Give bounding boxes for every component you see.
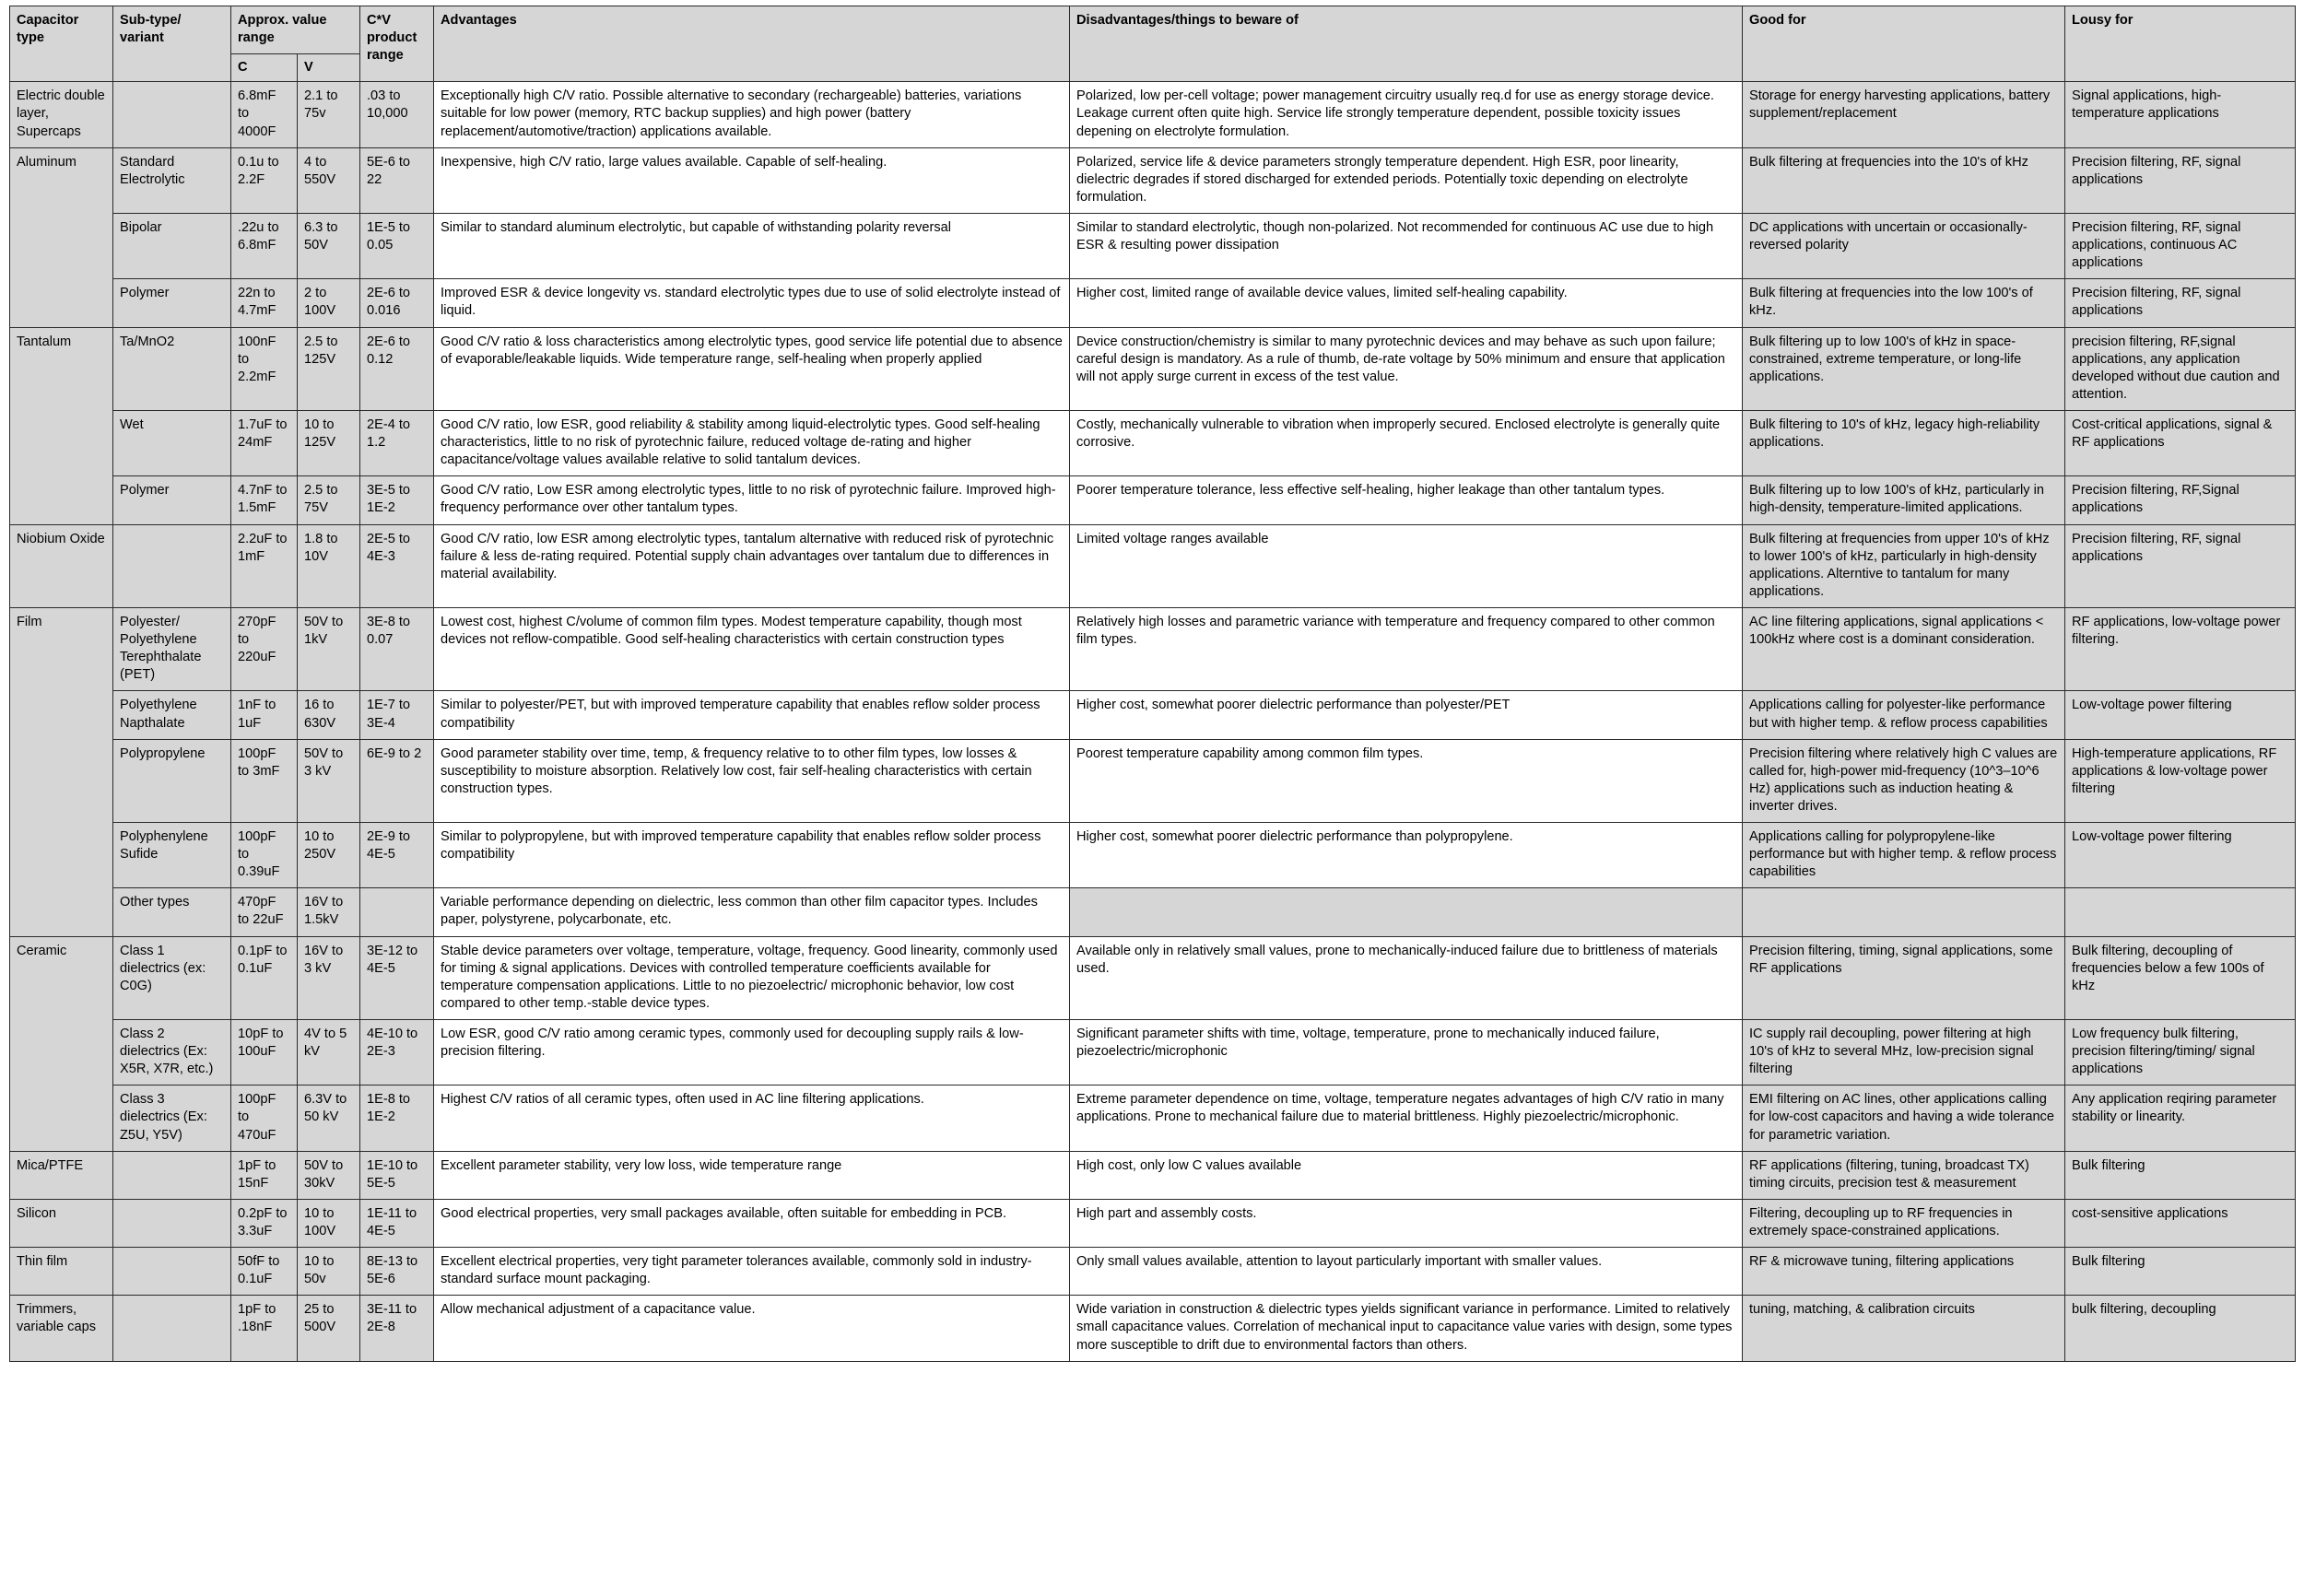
cell-cv-product: 1E-8 to 1E-2 [360, 1086, 434, 1151]
cell-cv-product: 3E-5 to 1E-2 [360, 476, 434, 524]
cell-subtype: Class 2 dielectrics (Ex: X5R, X7R, etc.) [113, 1020, 231, 1086]
header-cv-product-range: C*V product range [360, 6, 434, 82]
header-advantages: Advantages [434, 6, 1070, 82]
cell-subtype: Standard Electrolytic [113, 147, 231, 213]
cell-good-for: RF & microwave tuning, filtering applications [1743, 1248, 2065, 1296]
cell-disadvantages: Higher cost, somewhat poorer dielectric performance than polyester/PET [1070, 691, 1743, 739]
cell-voltage: 16 to 630V [298, 691, 360, 739]
table-row [10, 936, 2296, 1019]
cell-lousy-for: Signal applications, high-temperature applications [2065, 82, 2296, 147]
cell-good-for: Bulk filtering at frequencies into the low 100's of kHz. [1743, 279, 2065, 327]
cell-capacitor-type: Aluminum [10, 147, 113, 327]
cell-capacitance: 100nF to 2.2mF [231, 327, 298, 410]
cell-disadvantages: Higher cost, limited range of available device values, limited self-healing capability. [1070, 279, 1743, 327]
cell-capacitance: 1pF to 15nF [231, 1151, 298, 1199]
cell-lousy-for: Cost-critical applications, signal & RF applications [2065, 410, 2296, 475]
cell-capacitance: .22u to 6.8mF [231, 213, 298, 278]
cell-voltage: 2.5 to 75V [298, 476, 360, 524]
cell-advantages: Inexpensive, high C/V ratio, large values available. Capable of self-healing. [434, 147, 1070, 213]
cell-advantages: Good C/V ratio, Low ESR among electrolytic types, little to no risk of pyrotechnic failure. Improved high-frequency performance over other tantalum types. [434, 476, 1070, 524]
cell-lousy-for: Bulk filtering [2065, 1248, 2296, 1296]
cell-subtype: Other types [113, 888, 231, 936]
cell-advantages: Improved ESR & device longevity vs. standard electrolytic types due to use of solid electrolyte instead of liquid. [434, 279, 1070, 327]
cell-subtype: Class 3 dielectrics (Ex: Z5U, Y5V) [113, 1086, 231, 1151]
cell-disadvantages: Poorer temperature tolerance, less effective self-healing, higher leakage than other tantalum types. [1070, 476, 1743, 524]
cell-disadvantages [1070, 888, 1743, 936]
table-row [10, 888, 2296, 936]
table-row [10, 1086, 2296, 1151]
cell-good-for: EMI filtering on AC lines, other applications calling for low-cost capacitors and having a wide tolerance for parametric variation. [1743, 1086, 2065, 1151]
cell-good-for: Precision filtering, timing, signal applications, some RF applications [1743, 936, 2065, 1019]
cell-good-for: Filtering, decoupling up to RF frequencies in extremely space-constrained applications. [1743, 1199, 2065, 1247]
cell-capacitor-type: Ceramic [10, 936, 113, 1151]
cell-advantages: Stable device parameters over voltage, temperature, voltage, frequency. Good linearity, commonly used for timing & signal applications. Devices with controlled temperature coefficients available for temperature compensation applications. Little to no piezoelectric/ microphonic behavior, low cost compared to other temp.-stable device types. [434, 936, 1070, 1019]
table-row [10, 1248, 2296, 1296]
cell-advantages: Excellent electrical properties, very tight parameter tolerances available, commonly sold in industry-standard surface mount packaging. [434, 1248, 1070, 1296]
cell-voltage: 10 to 100V [298, 1199, 360, 1247]
cell-lousy-for: Low-voltage power filtering [2065, 691, 2296, 739]
cell-cv-product: 3E-12 to 4E-5 [360, 936, 434, 1019]
cell-advantages: Similar to polyester/PET, but with improved temperature capability that enables reflow solder process compatibility [434, 691, 1070, 739]
cell-capacitance: 1pF to .18nF [231, 1296, 298, 1361]
cell-subtype [113, 1199, 231, 1247]
cell-disadvantages: Relatively high losses and parametric variance with temperature and frequency compared to other common film types. [1070, 607, 1743, 690]
cell-good-for: RF applications (filtering, tuning, broadcast TX) timing circuits, precision test & measurement [1743, 1151, 2065, 1199]
cell-cv-product: 2E-5 to 4E-3 [360, 524, 434, 607]
cell-cv-product: 6E-9 to 2 [360, 739, 434, 822]
table-row [10, 82, 2296, 147]
cell-subtype: Polypropylene [113, 739, 231, 822]
cell-advantages: Good C/V ratio & loss characteristics among electrolytic types, good service life potential due to absence of evaporable/leakable liquids. Wide temperature range, self-healing when properly applied [434, 327, 1070, 410]
cell-lousy-for: Low-voltage power filtering [2065, 823, 2296, 888]
table-row [10, 524, 2296, 607]
cell-good-for: tuning, matching, & calibration circuits [1743, 1296, 2065, 1361]
cell-advantages: Allow mechanical adjustment of a capacitance value. [434, 1296, 1070, 1361]
cell-lousy-for [2065, 888, 2296, 936]
cell-disadvantages: Polarized, service life & device parameters strongly temperature dependent. High ESR, poor linearity, dielectric degrades if stored discharged for extended periods. Potentially toxic depending on electrolyte formulation. [1070, 147, 1743, 213]
cell-cv-product: .03 to 10,000 [360, 82, 434, 147]
cell-capacitance: 4.7nF to 1.5mF [231, 476, 298, 524]
cell-capacitance: 270pF to 220uF [231, 607, 298, 690]
cell-lousy-for: Precision filtering, RF, signal applications [2065, 279, 2296, 327]
cell-lousy-for: precision filtering, RF,signal applications, any application developed without due caution and attention. [2065, 327, 2296, 410]
cell-disadvantages: Similar to standard electrolytic, though non-polarized. Not recommended for continuous AC use due to high ESR & resulting power dissipation [1070, 213, 1743, 278]
cell-voltage: 4V to 5 kV [298, 1020, 360, 1086]
cell-subtype: Wet [113, 410, 231, 475]
cell-voltage: 2.1 to 75v [298, 82, 360, 147]
cell-cv-product: 2E-9 to 4E-5 [360, 823, 434, 888]
cell-capacitor-type: Trimmers, variable caps [10, 1296, 113, 1361]
cell-voltage: 16V to 1.5kV [298, 888, 360, 936]
cell-capacitor-type: Electric double layer, Supercaps [10, 82, 113, 147]
cell-cv-product [360, 888, 434, 936]
cell-voltage: 50V to 1kV [298, 607, 360, 690]
cell-capacitor-type: Tantalum [10, 327, 113, 524]
cell-subtype [113, 1248, 231, 1296]
table-row [10, 213, 2296, 278]
table-row [10, 1296, 2296, 1361]
table-row [10, 1199, 2296, 1247]
cell-disadvantages: Significant parameter shifts with time, voltage, temperature, prone to mechanically induced failure, piezoelectric/microphonic [1070, 1020, 1743, 1086]
table-row [10, 1151, 2296, 1199]
cell-disadvantages: Extreme parameter dependence on time, voltage, temperature negates advantages of high C/V ratio in many applications. Prone to mechanical failure due to material brittleness. Highly piezoelectric/microphonic. [1070, 1086, 1743, 1151]
cell-disadvantages: Limited voltage ranges available [1070, 524, 1743, 607]
capacitor-types-table [9, 6, 2296, 1362]
cell-advantages: Good C/V ratio, low ESR, good reliability & stability among liquid-electrolytic types. Good self-healing characteristics, little to no risk of pyrotechnic failure, reduced voltage de-rating and higher capacitance/voltage values available relative to solid tantalum devices. [434, 410, 1070, 475]
cell-disadvantages: Available only in relatively small values, prone to mechanically-induced failure due to brittleness of materials used. [1070, 936, 1743, 1019]
table-row [10, 476, 2296, 524]
cell-good-for: Precision filtering where relatively high C values are called for, high-power mid-frequency (10^3–10^6 Hz) applications such as induction heating & inverter drives. [1743, 739, 2065, 822]
table-row [10, 279, 2296, 327]
cell-capacitance: 10pF to 100uF [231, 1020, 298, 1086]
cell-good-for: AC line filtering applications, signal applications < 100kHz where cost is a dominant consideration. [1743, 607, 2065, 690]
cell-disadvantages: Polarized, low per-cell voltage; power management circuitry usually req.d for use as energy storage device. Leakage current often quite high. Service life strongly temperature dependent, possible toxicity issues depening on electrolyte formulation. [1070, 82, 1743, 147]
header-approx-value-range: Approx. value range [231, 6, 360, 54]
header-subtype: Sub-type/ variant [113, 6, 231, 82]
cell-disadvantages: High cost, only low C values available [1070, 1151, 1743, 1199]
cell-voltage: 2 to 100V [298, 279, 360, 327]
cell-lousy-for: Bulk filtering [2065, 1151, 2296, 1199]
cell-subtype [113, 1296, 231, 1361]
cell-capacitor-type: Film [10, 607, 113, 936]
table-row [10, 823, 2296, 888]
cell-capacitance: 0.1u to 2.2F [231, 147, 298, 213]
cell-good-for [1743, 888, 2065, 936]
cell-good-for: Bulk filtering at frequencies into the 10's of kHz [1743, 147, 2065, 213]
cell-voltage: 10 to 250V [298, 823, 360, 888]
cell-advantages: Lowest cost, highest C/volume of common film types. Modest temperature capability, though most devices not reflow-compatible. Good self-healing characteristics with certain construction types [434, 607, 1070, 690]
cell-advantages: Excellent parameter stability, very low loss, wide temperature range [434, 1151, 1070, 1199]
cell-disadvantages: Only small values available, attention to layout particularly important with smaller values. [1070, 1248, 1743, 1296]
cell-capacitor-type: Thin film [10, 1248, 113, 1296]
cell-voltage: 4 to 550V [298, 147, 360, 213]
cell-lousy-for: Bulk filtering, decoupling of frequencies below a few 100s of kHz [2065, 936, 2296, 1019]
cell-subtype: Polyester/ Polyethylene Terephthalate (PET) [113, 607, 231, 690]
table-row [10, 739, 2296, 822]
cell-cv-product: 2E-6 to 0.12 [360, 327, 434, 410]
cell-voltage: 50V to 3 kV [298, 739, 360, 822]
cell-lousy-for: Precision filtering, RF,Signal applications [2065, 476, 2296, 524]
cell-voltage: 16V to 3 kV [298, 936, 360, 1019]
cell-capacitance: 2.2uF to 1mF [231, 524, 298, 607]
cell-lousy-for: Any application reqiring parameter stability or linearity. [2065, 1086, 2296, 1151]
table-header [10, 6, 2296, 82]
cell-good-for: IC supply rail decoupling, power filtering at high 10's of kHz to several MHz, low-precision signal filtering [1743, 1020, 2065, 1086]
cell-lousy-for: High-temperature applications, RF applications & low-voltage power filtering [2065, 739, 2296, 822]
cell-capacitance: 100pF to 0.39uF [231, 823, 298, 888]
cell-capacitance: 0.2pF to 3.3uF [231, 1199, 298, 1247]
cell-disadvantages: High part and assembly costs. [1070, 1199, 1743, 1247]
header-row-main [10, 6, 2296, 54]
cell-capacitance: 22n to 4.7mF [231, 279, 298, 327]
cell-lousy-for: Precision filtering, RF, signal applications, continuous AC applications [2065, 213, 2296, 278]
table-row [10, 410, 2296, 475]
cell-subtype: Polyethylene Napthalate [113, 691, 231, 739]
cell-voltage: 6.3 to 50V [298, 213, 360, 278]
cell-capacitance: 100pF to 3mF [231, 739, 298, 822]
table-row [10, 1020, 2296, 1086]
cell-voltage: 10 to 50v [298, 1248, 360, 1296]
cell-lousy-for: RF applications, low-voltage power filtering. [2065, 607, 2296, 690]
cell-voltage: 1.8 to 10V [298, 524, 360, 607]
cell-lousy-for: Precision filtering, RF, signal applications [2065, 147, 2296, 213]
cell-cv-product: 1E-10 to 5E-5 [360, 1151, 434, 1199]
cell-subtype [113, 1151, 231, 1199]
cell-advantages: Good electrical properties, very small packages available, often suitable for embedding in PCB. [434, 1199, 1070, 1247]
cell-good-for: Storage for energy harvesting applications, battery supplement/replacement [1743, 82, 2065, 147]
cell-advantages: Similar to polypropylene, but with improved temperature capability that enables reflow solder process compatibility [434, 823, 1070, 888]
cell-cv-product: 1E-7 to 3E-4 [360, 691, 434, 739]
cell-capacitance: 1.7uF to 24mF [231, 410, 298, 475]
cell-capacitance: 100pF to 470uF [231, 1086, 298, 1151]
cell-advantages: Good C/V ratio, low ESR among electrolytic types, tantalum alternative with reduced risk of pyrotechnic failure & less de-rating required. Potential supply chain advantages over tantalum due to differences in material availability. [434, 524, 1070, 607]
cell-capacitor-type: Mica/PTFE [10, 1151, 113, 1199]
cell-capacitance: 0.1pF to 0.1uF [231, 936, 298, 1019]
cell-cv-product: 5E-6 to 22 [360, 147, 434, 213]
cell-good-for: DC applications with uncertain or occasionally-reversed polarity [1743, 213, 2065, 278]
cell-voltage: 50V to 30kV [298, 1151, 360, 1199]
cell-advantages: Low ESR, good C/V ratio among ceramic types, commonly used for decoupling supply rails & low-precision filtering. [434, 1020, 1070, 1086]
cell-advantages: Highest C/V ratios of all ceramic types, often used in AC line filtering applications. [434, 1086, 1070, 1151]
cell-subtype: Polymer [113, 476, 231, 524]
cell-subtype [113, 524, 231, 607]
header-disadvantages: Disadvantages/things to beware of [1070, 6, 1743, 82]
cell-disadvantages: Device construction/chemistry is similar to many pyrotechnic devices and may behave as such upon failure; careful design is mandatory. As a rule of thumb, de-rate voltage by 50% minimum and ensure that application will not apply surge current in excess of the test value. [1070, 327, 1743, 410]
cell-capacitor-type: Niobium Oxide [10, 524, 113, 607]
cell-disadvantages: Poorest temperature capability among common film types. [1070, 739, 1743, 822]
cell-cv-product: 3E-11 to 2E-8 [360, 1296, 434, 1361]
header-voltage: V [298, 54, 360, 82]
cell-cv-product: 2E-6 to 0.016 [360, 279, 434, 327]
cell-advantages: Variable performance depending on dielectric, less common than other film capacitor types. Includes paper, polystyrene, polycarbonate, etc. [434, 888, 1070, 936]
cell-cv-product: 4E-10 to 2E-3 [360, 1020, 434, 1086]
header-capacitor-type: Capacitor type [10, 6, 113, 82]
table-row [10, 607, 2296, 690]
cell-capacitance: 50fF to 0.1uF [231, 1248, 298, 1296]
cell-good-for: Bulk filtering to 10's of kHz, legacy high-reliability applications. [1743, 410, 2065, 475]
cell-voltage: 10 to 125V [298, 410, 360, 475]
table-row [10, 327, 2296, 410]
cell-advantages: Similar to standard aluminum electrolytic, but capable of withstanding polarity reversal [434, 213, 1070, 278]
cell-advantages: Good parameter stability over time, temp, & frequency relative to to other film types, low losses & susceptibility to moisture absorption. Relatively low cost, fair self-healing characteristics with certain construction types. [434, 739, 1070, 822]
cell-good-for: Bulk filtering up to low 100's of kHz in space-constrained, extreme temperature, or long-life applications. [1743, 327, 2065, 410]
cell-good-for: Applications calling for polyester-like performance but with higher temp. & reflow process capabilities [1743, 691, 2065, 739]
cell-cv-product: 1E-11 to 4E-5 [360, 1199, 434, 1247]
cell-good-for: Bulk filtering at frequencies from upper 10's of kHz to lower 100's of kHz, particularly in high-density applications. Alterntive to tantalum for many applications. [1743, 524, 2065, 607]
table-row [10, 147, 2296, 213]
cell-advantages: Exceptionally high C/V ratio. Possible alternative to secondary (rechargeable) batteries, variations suitable for low power (memory, RTC backup supplies) and high power (battery replacement/automotive/traction) applications available. [434, 82, 1070, 147]
cell-cv-product: 8E-13 to 5E-6 [360, 1248, 434, 1296]
cell-disadvantages: Costly, mechanically vulnerable to vibration when improperly secured. Enclosed electrolyte is generally quite corrosive. [1070, 410, 1743, 475]
cell-subtype: Bipolar [113, 213, 231, 278]
cell-good-for: Applications calling for polypropylene-like performance but with higher temp. & reflow process capabilities [1743, 823, 2065, 888]
cell-voltage: 6.3V to 50 kV [298, 1086, 360, 1151]
cell-subtype: Polyphenylene Sufide [113, 823, 231, 888]
cell-capacitance: 1nF to 1uF [231, 691, 298, 739]
cell-disadvantages: Higher cost, somewhat poorer dielectric performance than polypropylene. [1070, 823, 1743, 888]
cell-subtype: Polymer [113, 279, 231, 327]
cell-subtype [113, 82, 231, 147]
cell-lousy-for: Precision filtering, RF, signal applications [2065, 524, 2296, 607]
cell-lousy-for: bulk filtering, decoupling [2065, 1296, 2296, 1361]
header-good-for: Good for [1743, 6, 2065, 82]
cell-capacitance: 470pF to 22uF [231, 888, 298, 936]
table-body [10, 82, 2296, 1361]
cell-cv-product: 3E-8 to 0.07 [360, 607, 434, 690]
header-lousy-for: Lousy for [2065, 6, 2296, 82]
cell-lousy-for: cost-sensitive applications [2065, 1199, 2296, 1247]
cell-capacitance: 6.8mF to 4000F [231, 82, 298, 147]
cell-voltage: 2.5 to 125V [298, 327, 360, 410]
header-capacitance: C [231, 54, 298, 82]
cell-good-for: Bulk filtering up to low 100's of kHz, particularly in high-density, temperature-limited applications. [1743, 476, 2065, 524]
cell-subtype: Class 1 dielectrics (ex: C0G) [113, 936, 231, 1019]
table-row [10, 691, 2296, 739]
cell-subtype: Ta/MnO2 [113, 327, 231, 410]
cell-capacitor-type: Silicon [10, 1199, 113, 1247]
cell-lousy-for: Low frequency bulk filtering, precision filtering/timing/ signal applications [2065, 1020, 2296, 1086]
cell-cv-product: 2E-4 to 1.2 [360, 410, 434, 475]
cell-cv-product: 1E-5 to 0.05 [360, 213, 434, 278]
cell-voltage: 25 to 500V [298, 1296, 360, 1361]
cell-disadvantages: Wide variation in construction & dielectric types yields significant variance in performance. Limited to relatively small capacitance values. Correlation of mechanical input to capacitance value varies with design, some types more susceptible to drift due to environmental factors than others. [1070, 1296, 1743, 1361]
